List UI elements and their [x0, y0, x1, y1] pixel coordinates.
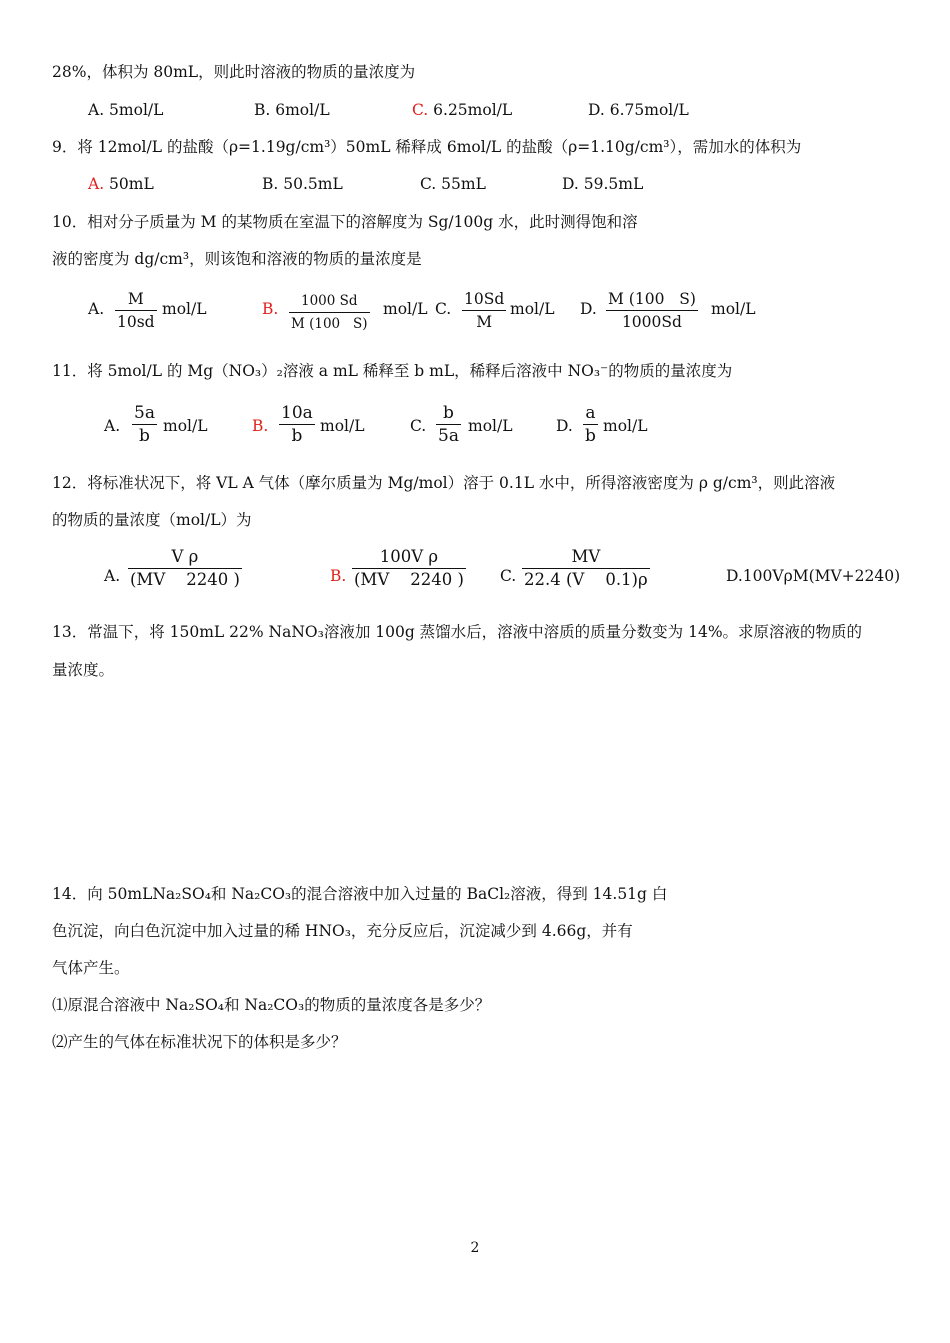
page-number: 2 [470, 1240, 480, 1256]
q10-option-a-letter: A. [88, 300, 105, 318]
q8-option-b: B. 6mol/L [254, 101, 330, 119]
q12-option-b-denominator: (MV 2240 ) [354, 570, 464, 589]
q10-option-c-fraction [462, 288, 506, 333]
q13-stem-line2: 量浓度。 [52, 661, 115, 679]
q12-option-b-letter: B. [330, 567, 347, 585]
q11-option-d-numerator: a [585, 403, 596, 423]
q11-option-c-numerator: b [443, 403, 454, 423]
q11-option-a-unit: mol/L [163, 417, 208, 435]
q10-stem-line2: 液的密度为 dg/cm³，则该饱和溶液的物质的量浓度是 [52, 250, 422, 268]
q10-option-b-denominator: M (100 S) [289, 312, 370, 335]
q11-option-a-fraction [132, 402, 157, 447]
q13-stem-line1: 13．常温下，将 150mL 22% NaNO₃溶液加 100g 蒸馏水后，溶液中溶质的质量分数变为 14%。求原溶液的物质的 [52, 623, 863, 641]
q11-option-c-unit: mol/L [468, 417, 513, 435]
q10-option-b-letter: B. [262, 300, 279, 318]
q12-stem-line2: 的物质的量浓度（mol/L）为 [52, 511, 252, 529]
q10-option-b-unit: mol/L [383, 300, 428, 318]
q12-option-c-numerator: MV [571, 547, 601, 566]
q10-option-c-letter: C. [435, 300, 452, 318]
q11-option-c-fraction [436, 402, 461, 447]
q14-stem-line1: 14．向 50mLNa₂SO₄和 Na₂CO₃的混合溶液中加入过量的 BaCl₂溶液，得到 14.51g 白 [52, 885, 668, 903]
q11-option-d-unit: mol/L [603, 417, 648, 435]
q11-option-c-denominator: 5a [438, 426, 459, 446]
q12-option-c-letter: C. [500, 567, 517, 585]
q10-option-c-numerator: 10Sd [464, 290, 505, 308]
q8-option-d: D. 6.75mol/L [588, 101, 689, 119]
q8-stem-tail: 28%，体积为 80mL，则此时溶液的物质的量浓度为 [52, 63, 416, 81]
q9-option-a-letter: A. [88, 175, 105, 193]
q11-option-b-denominator: b [279, 424, 315, 447]
q8-option-a: A. 5mol/L [88, 101, 164, 119]
q10-option-a-fraction [115, 288, 157, 333]
q10-option-a-denominator: 10sd [115, 310, 157, 333]
q14-subquestion-2: ⑵产生的气体在标准状况下的体积是多少？ [52, 1033, 347, 1051]
q11-option-b-letter: B. [252, 417, 269, 435]
q10-option-c-unit: mol/L [510, 300, 555, 318]
q10-option-b-numerator: 1000 Sd [301, 293, 358, 309]
q10-option-c-denominator: M [462, 310, 506, 333]
q10-option-d-denominator: 1000Sd [606, 310, 698, 333]
q11-option-a-letter: A. [104, 417, 121, 435]
q12-option-c-fraction [522, 546, 650, 591]
q8-option-c-letter: C. [412, 101, 429, 119]
q10-option-a-numerator: M [127, 290, 144, 308]
q14-stem-line3: 气体产生。 [52, 959, 130, 977]
q8-option-c-text: 6.25mol/L [428, 101, 513, 119]
q10-stem-line1: 10．相对分子质量为 M 的某物质在室温下的溶解度为 Sg/100g 水，此时测得饱和溶 [52, 213, 638, 231]
q9-option-b: B. 50.5mL [262, 175, 343, 193]
q10-option-d-numerator: M (100 S) [608, 290, 696, 308]
q11-option-b-fraction [279, 402, 315, 447]
q11-option-a-numerator: 5a [134, 403, 155, 423]
q12-stem-line1: 12．将标准状况下，将 VL A 气体（摩尔质量为 Mg/mol）溶于 0.1L 水中，所得溶液密度为 ρ g/cm³，则此溶液 [52, 474, 836, 492]
q14-stem-line2: 色沉淀，向白色沉淀中加入过量的稀 HNO₃，充分反应后，沉淀减少到 4.66g，并有 [52, 922, 633, 940]
q12-option-a-denominator: (MV 2240 ) [130, 570, 240, 589]
q11-option-d-letter: D. [556, 417, 573, 435]
q12-option-a-letter: A. [104, 567, 121, 585]
q9-option-d: D. 59.5mL [562, 175, 644, 193]
q11-option-a-denominator: b [132, 424, 157, 447]
q9-stem: 9．将 12mol/L 的盐酸（ρ=1.19g/cm³）50mL 稀释成 6mol/L 的盐酸（ρ=1.10g/cm³），需加水的体积为 [52, 138, 802, 156]
q10-option-d-fraction [606, 288, 698, 333]
q11-option-d-fraction [583, 402, 598, 447]
q12-option-a-fraction [128, 546, 242, 591]
q9-option-a [88, 174, 154, 194]
q9-option-a-text: 50mL [104, 175, 154, 193]
q10-option-d-unit: mol/L [711, 300, 756, 318]
q10-option-b-fraction [289, 290, 370, 335]
q10-option-d-letter: D. [580, 300, 597, 318]
q11-option-b-unit: mol/L [320, 417, 365, 435]
q11-option-c-letter: C. [410, 417, 427, 435]
q8-option-c [412, 100, 512, 120]
q11-option-d-denominator: b [585, 426, 596, 446]
q11-stem: 11．将 5mol/L 的 Mg（NO₃）₂溶液 a mL 稀释至 b mL，稀释后溶液中 NO₃⁻的物质的量浓度为 [52, 362, 733, 380]
q11-option-b-numerator: 10a [281, 403, 313, 423]
q12-option-b-fraction [352, 546, 466, 591]
q14-subquestion-1: ⑴原混合溶液中 Na₂SO₄和 Na₂CO₃的物质的量浓度各是多少？ [52, 996, 491, 1014]
q10-option-a-unit: mol/L [162, 300, 207, 318]
q9-option-c: C. 55mL [420, 175, 486, 193]
q12-option-c-denominator: 22.4 (V 0.1)ρ [524, 570, 648, 589]
q12-option-b-numerator: 100V ρ [379, 547, 439, 566]
q12-option-d: D.100VρM(MV+2240) [726, 567, 901, 585]
q12-option-a-numerator: V ρ [171, 547, 199, 566]
